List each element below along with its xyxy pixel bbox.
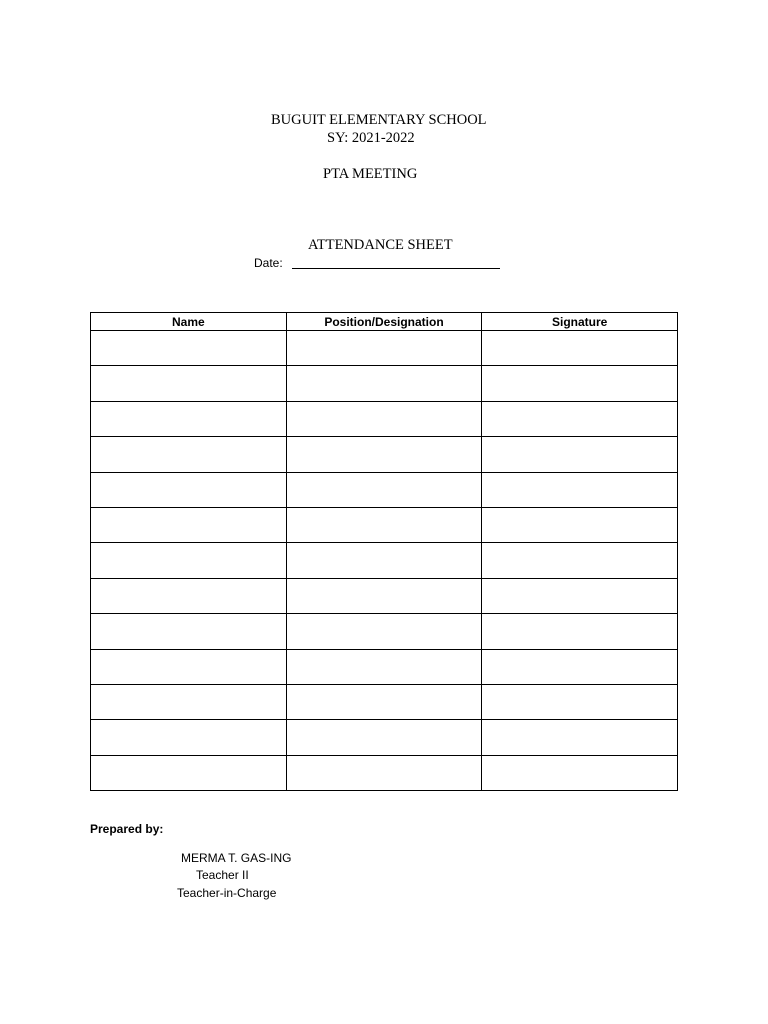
attendance-table-body xyxy=(91,331,678,791)
name-cell[interactable] xyxy=(91,472,287,507)
school-name: BUGUIT ELEMENTARY SCHOOL xyxy=(271,112,487,128)
position-cell[interactable] xyxy=(286,755,482,790)
column-header-signature: Signature xyxy=(482,313,678,331)
table-row xyxy=(91,507,678,542)
preparer-position: Teacher II xyxy=(196,868,249,882)
position-cell[interactable] xyxy=(286,543,482,578)
signature-cell[interactable] xyxy=(482,720,678,755)
table-row xyxy=(91,472,678,507)
date-label: Date: xyxy=(254,256,283,270)
preparer-name: MERMA T. GAS-ING xyxy=(181,851,292,865)
position-cell[interactable] xyxy=(286,720,482,755)
name-cell[interactable] xyxy=(91,366,287,401)
table-row xyxy=(91,366,678,401)
position-cell[interactable] xyxy=(286,366,482,401)
table-row xyxy=(91,543,678,578)
meeting-title: PTA MEETING xyxy=(323,166,418,182)
name-cell[interactable] xyxy=(91,755,287,790)
signature-cell[interactable] xyxy=(482,507,678,542)
signature-cell[interactable] xyxy=(482,437,678,472)
signature-cell[interactable] xyxy=(482,331,678,366)
prepared-by-label: Prepared by: xyxy=(90,822,164,836)
table-row xyxy=(91,578,678,613)
signature-cell[interactable] xyxy=(482,366,678,401)
position-cell[interactable] xyxy=(286,401,482,436)
column-header-position: Position/Designation xyxy=(286,313,482,331)
name-cell[interactable] xyxy=(91,578,287,613)
signature-cell[interactable] xyxy=(482,755,678,790)
attendance-table xyxy=(90,312,678,791)
name-cell[interactable] xyxy=(91,684,287,719)
table-row xyxy=(91,649,678,684)
name-cell[interactable] xyxy=(91,614,287,649)
signature-cell[interactable] xyxy=(482,543,678,578)
table-header-row xyxy=(91,313,678,331)
table-row xyxy=(91,437,678,472)
signature-cell[interactable] xyxy=(482,614,678,649)
name-cell[interactable] xyxy=(91,720,287,755)
table-row xyxy=(91,755,678,790)
position-cell[interactable] xyxy=(286,684,482,719)
signature-cell[interactable] xyxy=(482,472,678,507)
column-header-name: Name xyxy=(91,313,287,331)
table-row xyxy=(91,331,678,366)
signature-cell[interactable] xyxy=(482,578,678,613)
position-cell[interactable] xyxy=(286,578,482,613)
sheet-title: ATTENDANCE SHEET xyxy=(308,237,453,253)
name-cell[interactable] xyxy=(91,401,287,436)
name-cell[interactable] xyxy=(91,649,287,684)
table-row xyxy=(91,684,678,719)
date-field[interactable] xyxy=(292,268,500,269)
position-cell[interactable] xyxy=(286,472,482,507)
name-cell[interactable] xyxy=(91,331,287,366)
name-cell[interactable] xyxy=(91,437,287,472)
name-cell[interactable] xyxy=(91,507,287,542)
signature-cell[interactable] xyxy=(482,649,678,684)
position-cell[interactable] xyxy=(286,507,482,542)
school-year: SY: 2021-2022 xyxy=(327,130,415,146)
preparer-role: Teacher-in-Charge xyxy=(177,886,277,900)
position-cell[interactable] xyxy=(286,649,482,684)
table-row xyxy=(91,720,678,755)
position-cell[interactable] xyxy=(286,614,482,649)
table-row xyxy=(91,401,678,436)
name-cell[interactable] xyxy=(91,543,287,578)
position-cell[interactable] xyxy=(286,437,482,472)
position-cell[interactable] xyxy=(286,331,482,366)
signature-cell[interactable] xyxy=(482,684,678,719)
table-row xyxy=(91,614,678,649)
signature-cell[interactable] xyxy=(482,401,678,436)
